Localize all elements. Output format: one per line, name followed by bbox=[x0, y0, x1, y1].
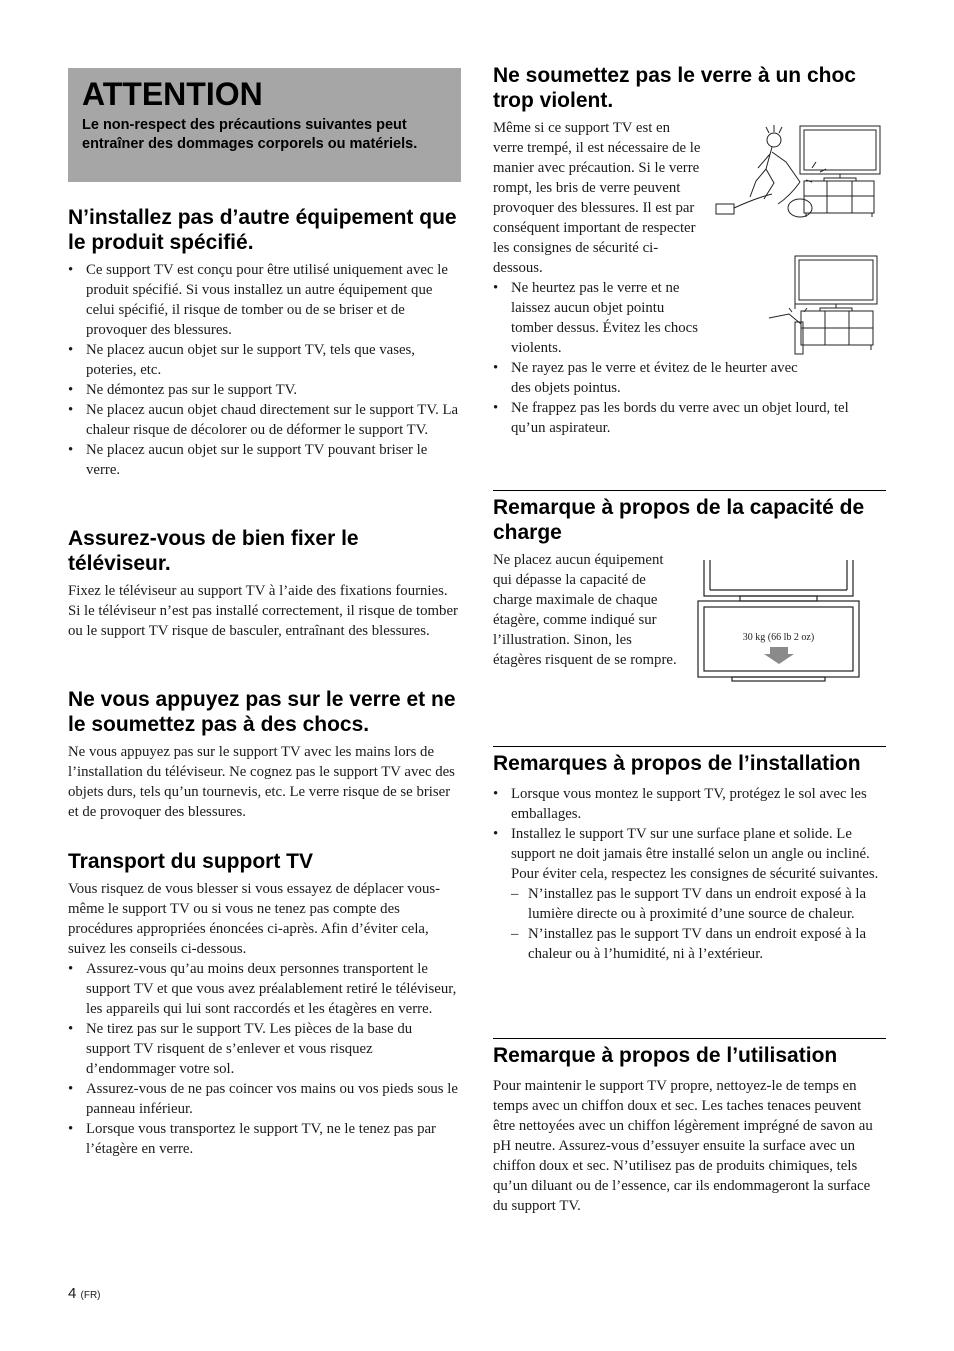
dash-item: – N’installez pas le support TV dans un endroit exposé à la lumière directe ou à proximité d’une source de chaleur. bbox=[511, 884, 886, 924]
section-heading: Ne vous appuyez pas sur le verre et ne le soumettez pas à des chocs. bbox=[68, 688, 456, 736]
section-no-lean bbox=[68, 687, 460, 822]
list-item: • Assurez-vous qu’au moins deux personnes transportent le support TV et que vous avez préalablement retiré le téléviseur, les appareils qui lui sont raccordés et les étagères en verre. bbox=[68, 959, 460, 1019]
list-item: • Ce support TV est conçu pour être utilisé uniquement avec le produit spécifié. Si vous installez un autre équipement que celui spécifié, il risque de tomber ou de se briser et de provoquer des blessures. bbox=[68, 260, 460, 340]
dash-item: – N’installez pas le support TV dans un endroit exposé à la chaleur ou à l’humidité, ni à l’extérieur. bbox=[511, 924, 886, 964]
section-heading: Remarque à propos de la capacité de charge bbox=[493, 496, 865, 544]
section-heading: N’installez pas d’autre équipement que le produit spécifié. bbox=[68, 206, 457, 254]
list-item-text: Installez le support TV sur une surface plane et solide. Le support ne doit jamais être installé selon un angle ou incliné. Pour éviter cela, respectez les consignes de sécurité suivantes. bbox=[511, 826, 879, 882]
language-code: (FR) bbox=[80, 1290, 101, 1301]
load-capacity-diagram bbox=[696, 560, 861, 690]
falling-object-illustration bbox=[765, 252, 883, 360]
list-item: • Ne placez aucun objet sur le support TV pouvant briser le verre. bbox=[68, 440, 460, 480]
list-item: • Ne tirez pas sur le support TV. Les pièces de la base du support TV risquent de s’enlever et vous risquez d’endommager votre sol. bbox=[68, 1019, 460, 1079]
section-text: Pour maintenir le support TV propre, nettoyez-le de temps en temps avec un chiffon doux et sec. Les taches tenaces peuvent être nettoyées avec un chiffon légèrement imprégné de savon au pH neutre. Assurez-vous d’essuyer ensuite la surface avec un chiffon doux et sec. N’utilisez pas de produits chimiques, tels qu’un diluant ou de l’essence, car ils endommageront la surface du support TV. bbox=[493, 1078, 873, 1214]
list-item: • Ne placez aucun objet sur le support TV, tels que vases, poteries, etc. bbox=[68, 340, 460, 380]
section-heading: Assurez-vous de bien fixer le téléviseur. bbox=[68, 527, 359, 575]
page-number: 4 bbox=[68, 1285, 77, 1302]
section-heading: Ne soumettez pas le verre à un choc trop violent. bbox=[493, 64, 856, 112]
section-text: Vous risquez de vous blesser si vous essayez de déplacer vous-même le support TV ou si vous ne tenez pas compte des procédures appropriées énoncées ci-après. Afin d’éviter cela, suivez les conseils ci-dessous. bbox=[68, 881, 441, 957]
list-item: • Ne démontez pas sur le support TV. bbox=[68, 380, 460, 400]
section-usage bbox=[493, 1038, 886, 1216]
bullet-list bbox=[68, 959, 460, 1159]
attention-title: ATTENTION bbox=[82, 76, 263, 112]
list-item: • Ne heurtez pas le verre et ne laissez aucun objet pointu tomber dessus. Évitez les chocs violents. bbox=[493, 278, 703, 358]
vacuum-illustration bbox=[712, 120, 884, 230]
list-item bbox=[493, 824, 886, 964]
bullet-list bbox=[493, 784, 886, 964]
section-transport bbox=[68, 849, 460, 1159]
attention-box bbox=[68, 68, 461, 182]
section-fix-tv bbox=[68, 526, 460, 641]
section-installation bbox=[493, 746, 886, 964]
list-item: • Ne rayez pas le verre et évitez de le heurter avec des objets pointus. bbox=[493, 358, 801, 398]
section-text: Fixez le téléviseur au support TV à l’aide des fixations fournies. Si le téléviseur n’est pas installé correctement, il risque de tomber ou le support TV risque de basculer, entraînant des blessures. bbox=[68, 583, 458, 639]
list-item: • Ne placez aucun objet chaud directement sur le support TV. La chaleur risque de décolorer ou de déformer le support TV. bbox=[68, 400, 460, 440]
list-item: • Ne frappez pas les bords du verre avec un objet lourd, tel qu’un aspirateur. bbox=[493, 398, 886, 438]
list-item: • Lorsque vous montez le support TV, protégez le sol avec les emballages. bbox=[493, 784, 886, 824]
attention-subtitle: Le non-respect des précautions suivantes peut entraîner des dommages corporels ou matériels. bbox=[82, 117, 418, 152]
section-heading: Remarque à propos de l’utilisation bbox=[493, 1044, 838, 1067]
section-text: Même si ce support TV est en verre trempé, il est nécessaire de le manier avec précaution. Si le verre rompt, les bris de verre peuvent provoquer des blessures. Il est par conséquent important de respecter les consignes de sécurité ci-dessous. bbox=[493, 120, 701, 276]
list-item: • Lorsque vous transportez le support TV, ne le tenez pas par l’étagère en verre. bbox=[68, 1119, 460, 1159]
section-text: Ne placez aucun équipement qui dépasse la capacité de charge maximale de chaque étagère, comme indiqué sur l’illustration. Sinon, les étagères risquent de se rompre. bbox=[493, 552, 677, 668]
dash-list bbox=[511, 884, 886, 964]
load-capacity-label: 30 kg (66 lb 2 oz) bbox=[742, 632, 815, 643]
section-text: Ne vous appuyez pas sur le support TV avec les mains lors de l’installation du téléviseur. Ne cognez pas le support TV avec des objets durs, tels qu’un tournevis, etc. Le verre risque de se briser et de provoquer des blessures. bbox=[68, 744, 455, 820]
page-footer bbox=[68, 1285, 101, 1302]
section-heading: Remarques à propos de l’installation bbox=[493, 752, 861, 775]
section-heading: Transport du support TV bbox=[68, 850, 313, 873]
section-specified-product bbox=[68, 205, 460, 480]
list-item: • Assurez-vous de ne pas coincer vos mains ou vos pieds sous le panneau inférieur. bbox=[68, 1079, 460, 1119]
bullet-list bbox=[68, 260, 460, 480]
